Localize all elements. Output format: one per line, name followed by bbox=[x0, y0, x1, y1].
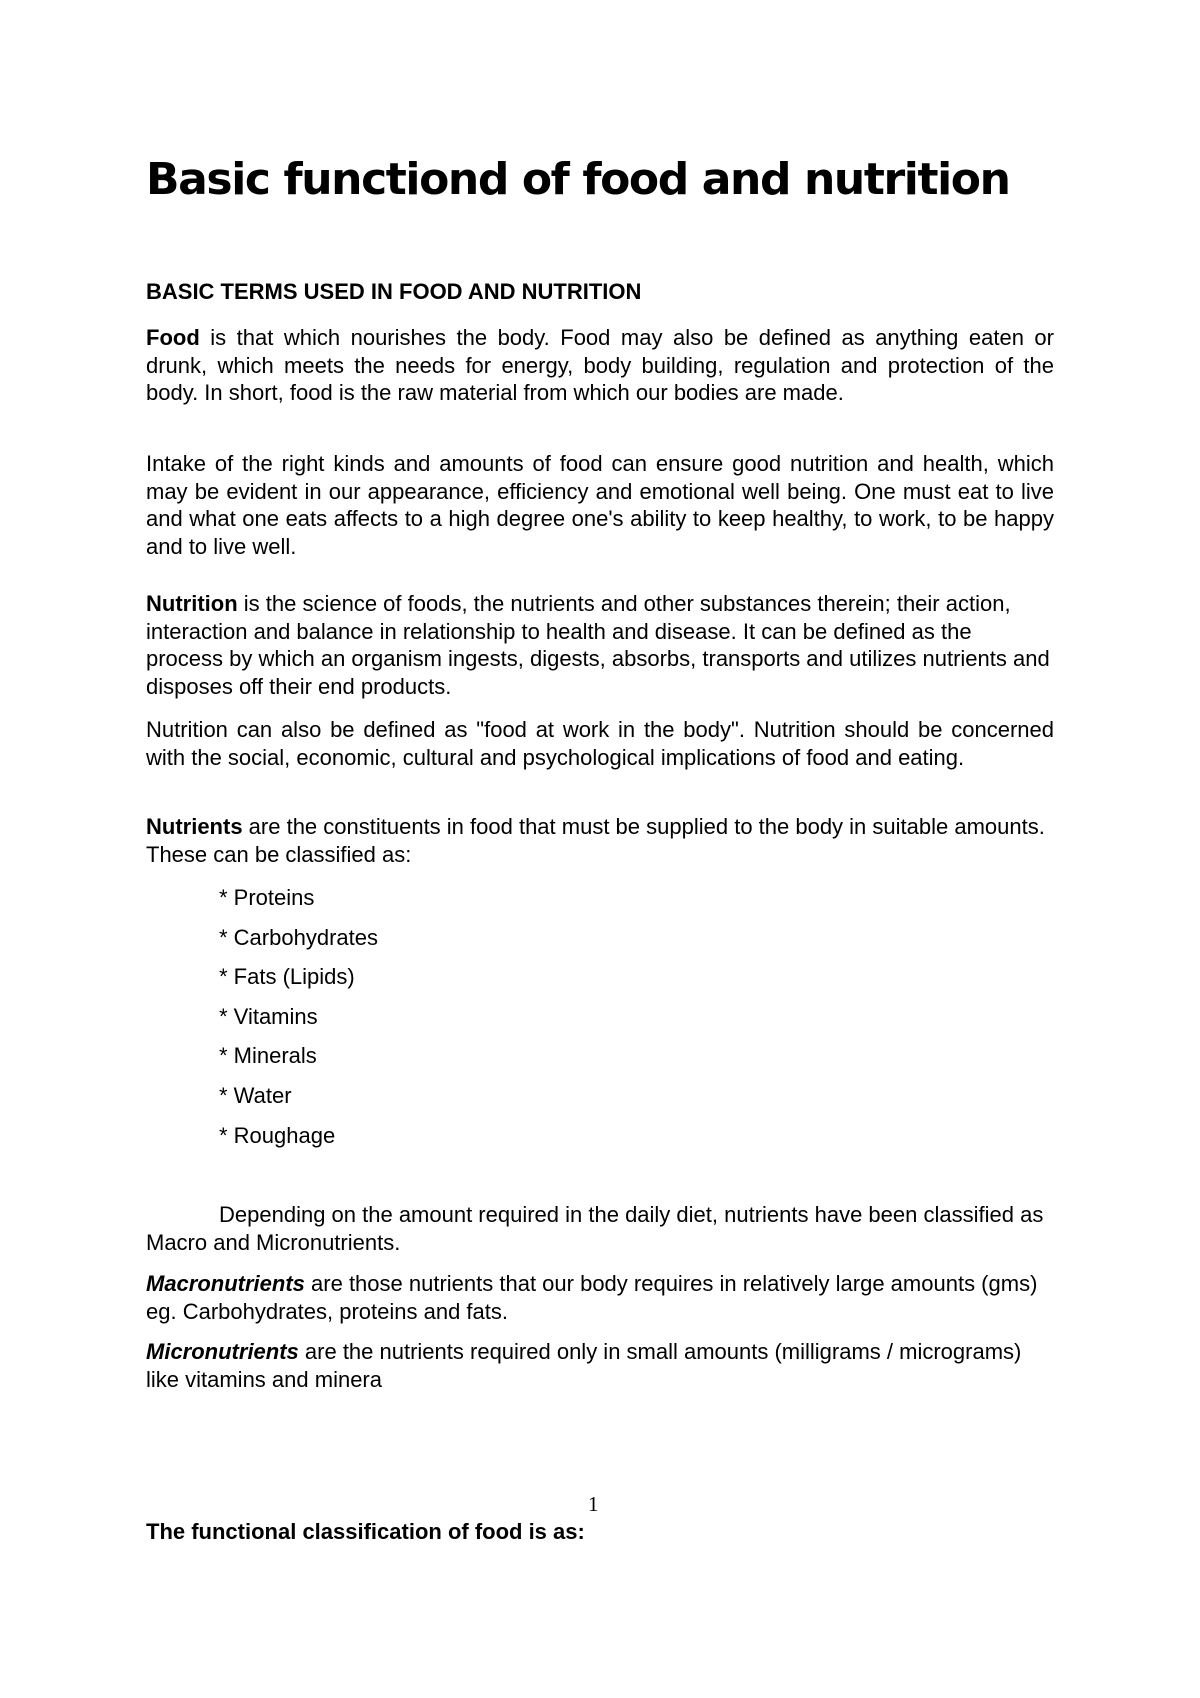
nutrient-list-item: * Roughage bbox=[219, 1122, 336, 1148]
food-intake-paragraph: Intake of the right kinds and amounts of food can ensure good nutrition and health, which may be evident in our appearance, efficiency and emotional well being. One must eat to live and what one eats affects to a high degree one's ability to keep healthy, to work, to be happy and to live well. bbox=[146, 451, 1054, 559]
micronutrients-text: are the nutrients required only in small amounts (milligrams / micrograms) like vitamins and minera bbox=[146, 1339, 1022, 1392]
food-term: Food bbox=[146, 325, 200, 350]
document-title: Basic functiond of food and nutrition bbox=[146, 154, 1010, 205]
nutrient-list-item: * Proteins bbox=[219, 885, 315, 910]
micronutrients-term: Micronutrients bbox=[146, 1339, 299, 1364]
macronutrients-paragraph bbox=[146, 1270, 1054, 1325]
nutrient-classification-list bbox=[219, 878, 378, 1155]
nutrient-list-item: * Vitamins bbox=[219, 1003, 318, 1029]
food-definition-text: is that which nourishes the body. Food may also be defined as anything eaten or drunk, which meets the needs for energy, body building, regulation and protection of the body. In short, food is the raw material from which our bodies are made. bbox=[146, 325, 1054, 405]
nutrient-list-item: * Minerals bbox=[219, 1043, 317, 1069]
functional-classification-heading: The functional classification of food is as: bbox=[146, 1519, 585, 1544]
nutrition-alternate-definition-paragraph: Nutrition can also be defined as "food at work in the body". Nutrition should be concerned with the social, economic, cultural and psychological implications of food and eating. bbox=[146, 717, 1054, 770]
macro-micro-classification-paragraph: Depending on the amount required in the daily diet, nutrients have been classified as Macro and Micronutrients. bbox=[146, 1202, 1044, 1255]
nutrient-list-item: * Carbohydrates bbox=[219, 924, 378, 950]
macronutrients-term: Macronutrients bbox=[146, 1271, 305, 1296]
section-heading: BASIC TERMS USED IN FOOD AND NUTRITION bbox=[146, 279, 642, 304]
nutrition-definition-paragraph bbox=[146, 590, 1054, 700]
nutrient-list-item: * Fats (Lipids) bbox=[219, 964, 355, 990]
nutrients-definition-text: are the constituents in food that must be supplied to the body in suitable amounts. These can be classified as: bbox=[146, 814, 1045, 867]
micronutrients-paragraph bbox=[146, 1338, 1054, 1393]
page-number: 1 bbox=[588, 1492, 599, 1516]
nutrition-definition-text: is the science of foods, the nutrients and other substances therein; their action, interaction and balance in relationship to health and disease. It can be defined as the process by which an organism ingests, digests, absorbs, transports and utilizes nutrients and disposes off their end products. bbox=[146, 591, 1050, 699]
nutrients-term: Nutrients bbox=[146, 814, 243, 839]
nutrition-term: Nutrition bbox=[146, 591, 238, 616]
food-definition-paragraph bbox=[146, 324, 1054, 407]
nutrient-list-item: * Water bbox=[219, 1082, 292, 1108]
macronutrients-text: are those nutrients that our body requires in relatively large amounts (gms) eg. Carbohydrates, proteins and fats. bbox=[146, 1271, 1038, 1324]
nutrients-definition-paragraph bbox=[146, 813, 1054, 868]
